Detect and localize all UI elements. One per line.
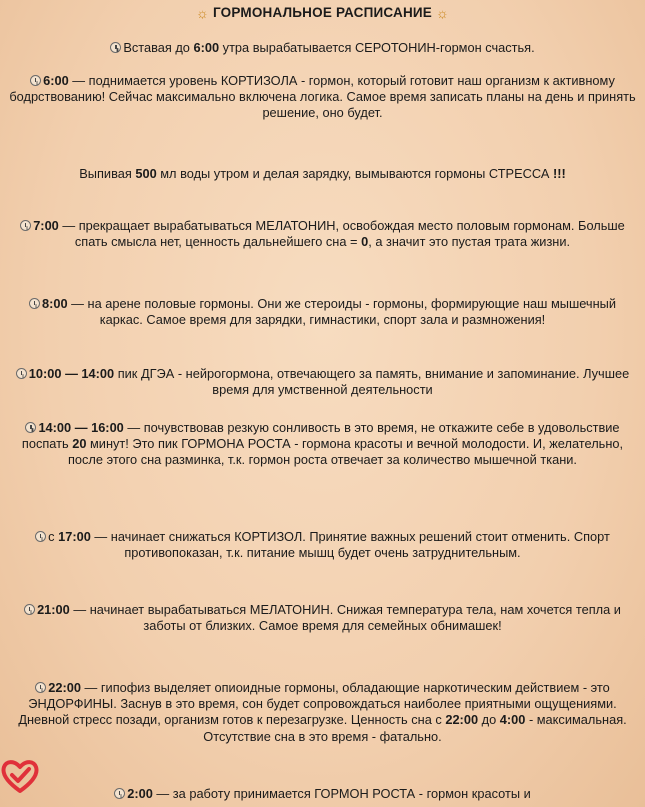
item-text: — почувствовав резкую сонливость в это время, не откажите себе в удовольствие поспать bbox=[21, 420, 620, 452]
highlight-text: 4:00 bbox=[499, 712, 526, 728]
schedule-item bbox=[6, 602, 639, 634]
item-text: мл воды утром и делая зарядку, вымываются гормоны СТРЕССА bbox=[156, 166, 553, 181]
page-title bbox=[0, 5, 645, 20]
clock-icon bbox=[35, 682, 46, 693]
clock-icon bbox=[24, 604, 35, 615]
clock-icon bbox=[29, 298, 40, 309]
schedule-item bbox=[6, 420, 639, 469]
highlight-text: 6:00 bbox=[43, 73, 69, 88]
highlight-text: 7:00 bbox=[33, 218, 59, 233]
clock-icon bbox=[16, 368, 27, 379]
clock-icon bbox=[35, 531, 46, 542]
schedule-item bbox=[6, 296, 639, 328]
item-text: пик ДГЭА - нейрогормона, отвечающего за память, внимание и запоминание. Лучшее время для умственной деятельности bbox=[114, 366, 630, 398]
highlight-text: 21:00 bbox=[37, 602, 70, 617]
clock-icon bbox=[30, 75, 41, 86]
clock-icon bbox=[25, 422, 36, 433]
clock-icon bbox=[110, 42, 121, 53]
schedule-item bbox=[6, 40, 639, 56]
item-text: — начинает вырабатываться МЕЛАТОНИН. Снижая температура тела, нам хочется тепла и заботы от близких. Самое время для семейных обнимашек! bbox=[69, 602, 621, 634]
highlight-text: 2:00 bbox=[127, 786, 153, 801]
item-text: до bbox=[478, 712, 500, 728]
highlight-text: 14:00 — 16:00 bbox=[38, 420, 124, 435]
highlight-text: 6:00 bbox=[193, 40, 220, 55]
item-text: Выпивая bbox=[79, 166, 136, 181]
highlight-text: 500 bbox=[135, 166, 157, 181]
schedule-item bbox=[6, 786, 639, 802]
highlight-text: 22:00 bbox=[445, 712, 479, 728]
sun-icon: ☼ bbox=[195, 4, 209, 21]
item-text: — прекращает вырабатываться МЕЛАТОНИН, освобождая место половым гормонам. Больше спать смысла нет, ценность дальнейшего сна = bbox=[58, 218, 625, 250]
schedule-item bbox=[6, 73, 639, 122]
item-text: минут! Это пик ГОРМОНА РОСТА - гормона красоты и вечной молодости. И, желательно, после этого сна разминка, т.к. гормон роста отвечает за количество мышечной ткани. bbox=[67, 436, 624, 468]
item-text: — за работу принимается ГОРМОН РОСТА - гормон красоты и bbox=[152, 786, 531, 801]
schedule-item bbox=[6, 218, 639, 250]
schedule-item bbox=[6, 166, 639, 182]
schedule-item bbox=[6, 680, 639, 745]
item-text: - максимальная. Отсутствие сна в это время - фатально. bbox=[203, 712, 627, 744]
title-text: ГОРМОНАЛЬНОЕ РАСПИСАНИЕ bbox=[213, 5, 432, 20]
heart-check-icon bbox=[0, 756, 40, 796]
clock-icon bbox=[114, 788, 125, 799]
item-text: , а значит это пустая трата жизни. bbox=[368, 234, 571, 250]
highlight-text: 8:00 bbox=[41, 296, 68, 311]
item-text: — гипофиз выделяет опиоидные гормоны, обладающие наркотическим действием - это ЭНДОРФИНЫ. Заснув в это время, сон будет сопровождаться наиболее приятными ощущениями. Дневной стресс позади, организм готов к перезагрузке. Ценность сна с bbox=[18, 680, 617, 728]
item-text: с bbox=[48, 529, 59, 544]
highlight-text: 20 bbox=[72, 436, 87, 452]
highlight-text: 17:00 bbox=[58, 529, 91, 544]
clock-icon bbox=[20, 220, 31, 231]
sun-icon: ☼ bbox=[436, 4, 450, 21]
highlight-text: !!! bbox=[552, 166, 566, 181]
item-text: — начинает снижаться КОРТИЗОЛ. Принятие важных решений стоит отменить. Спорт противопоказан, т.к. питание мышц будет очень затруднительным. bbox=[90, 529, 610, 561]
highlight-text: 22:00 bbox=[48, 680, 81, 695]
highlight-text: 0 bbox=[361, 234, 369, 250]
item-text: утра вырабатывается СЕРОТОНИН-гормон счастья. bbox=[219, 40, 535, 55]
item-text: — поднимается уровень КОРТИЗОЛА - гормон, который готовит наш организм к активному бодрствованию! Сейчас максимально включена логика. Самое время записать планы на день и принять решение, оно будет. bbox=[9, 73, 636, 121]
item-text: — на арене половые гормоны. Они же стероиды - гормоны, формирующие наш мышечный каркас. Самое время для зарядки, гимнастики, спорт зала и размножения! bbox=[67, 296, 617, 328]
item-text: Вставая до bbox=[123, 40, 194, 55]
highlight-text: 10:00 — 14:00 bbox=[28, 366, 115, 381]
schedule-item bbox=[6, 366, 639, 398]
schedule-item bbox=[6, 529, 639, 561]
